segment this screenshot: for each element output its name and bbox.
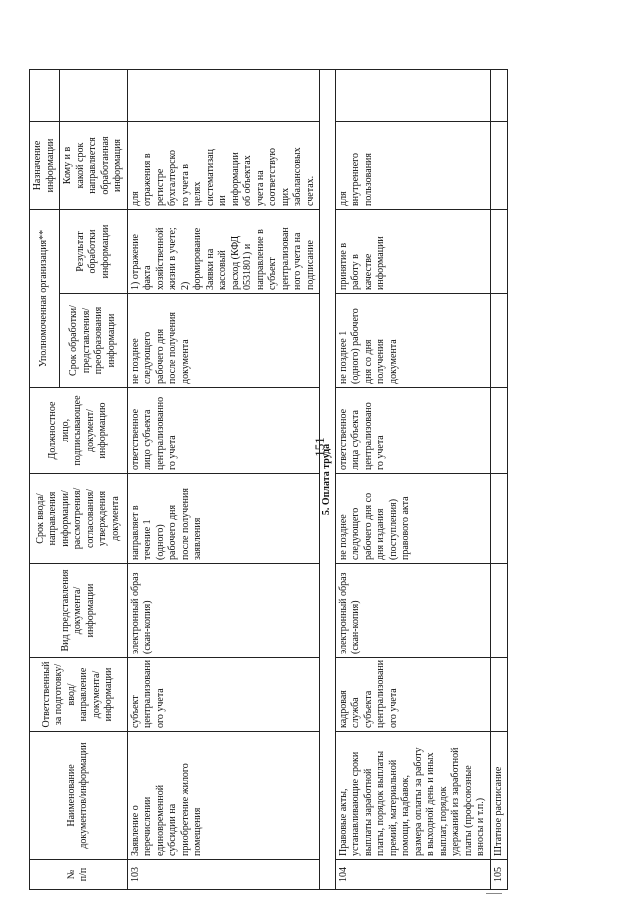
page-number: 151 xyxy=(312,437,327,457)
table-row xyxy=(490,69,508,889)
cell-deadline: направляет в течение 1 (одного) рабочего дня после получения заявления xyxy=(127,474,320,564)
header-name: Наименование документов/информации xyxy=(30,732,128,860)
cell-form: электронный образ (скан-копия) xyxy=(335,564,490,658)
cell-num: 104 xyxy=(335,860,490,890)
cell-responsible: кадровая служба субъекта централизовани ого учета xyxy=(335,658,490,732)
cell-auth-deadline: не позднее 1 (одного) рабочего дня со дня получения документа xyxy=(335,294,490,388)
cell-auth-deadline: не позднее следующего рабочего дня после получения документа xyxy=(127,294,320,388)
cell-empty xyxy=(127,69,320,121)
cell-num: 105 xyxy=(490,860,508,890)
header-deadline: Срок ввода/ направления информации/ рассмотрения/ согласования/ утверждения документа xyxy=(30,474,128,564)
cell-num: 103 xyxy=(127,860,320,890)
header-empty-sub xyxy=(60,69,128,121)
cell-form xyxy=(490,564,508,658)
header-empty xyxy=(30,69,60,121)
table-row xyxy=(335,69,490,889)
header-auth-deadline: Срок обработки/ представления/ преобразования информации xyxy=(60,294,128,388)
rotated-document xyxy=(29,70,504,890)
header-responsible: Ответственный за подготовку/ ввод/ направление документа/ информации xyxy=(30,658,128,732)
table-row xyxy=(127,69,320,889)
cell-official xyxy=(490,388,508,474)
header-purpose-sub: Кому и в какой срок направляется обработанная информация xyxy=(60,121,128,209)
cell-auth-result: принятие в работу в качестве информации xyxy=(335,209,490,293)
cell-name: Штатное расписание xyxy=(490,732,508,860)
cell-deadline xyxy=(490,474,508,564)
header-form: Вид представления документа/ информации xyxy=(30,564,128,658)
header-row xyxy=(30,69,60,889)
cell-name: Заявление о перечислении единовременной субсидии на приобретение жилого помещения xyxy=(127,732,320,860)
cell-purpose: для отражения в регистре бухгалтерско го учета в целях систематизац ии информации об объектах учета на соответствую щих забалансовых счетах. xyxy=(127,121,320,209)
header-official: Должностное лицо, подписывающее документ/ информацию xyxy=(30,388,128,474)
cell-official: ответственное лицо субъекта централизованно го учета xyxy=(127,388,320,474)
header-auth-result: Результат обработки информации xyxy=(60,209,128,293)
cell-purpose: для внутреннего пользования xyxy=(335,121,490,209)
section-title: 5. Оплата труда xyxy=(320,69,336,889)
header-purpose: Назначение информации xyxy=(30,121,60,209)
cell-form: электронный образ (скан-копия) xyxy=(127,564,320,658)
cell-purpose xyxy=(490,121,508,209)
cell-auth-result xyxy=(490,209,508,293)
document-table xyxy=(29,69,508,890)
header-authorized: Уполномоченная организация** xyxy=(30,209,60,387)
cell-empty xyxy=(490,69,508,121)
section-row xyxy=(320,69,336,889)
cell-official: ответственное лица субъекта централизовано го учета xyxy=(335,388,490,474)
cell-auth-result: 1) отражение факта хозяйственной жизни в учете; 2) формирование Заявки на кассовый расход (КФД 0531801) и направление в субъект централизован ного учета на подписание xyxy=(127,209,320,293)
cell-responsible: субъект централизовани ого учета xyxy=(127,658,320,732)
cell-responsible xyxy=(490,658,508,732)
cell-name: Правовые акты, устанавливающие сроки выплаты заработной платы, порядок выплаты премий, материальной помощи, надбавок, размера оплаты за работу в выходной день и иных выплат, порядок удержаний из заработной платы (профсоюзные взносы и т.п.) xyxy=(335,732,490,860)
cell-deadline: не позднее следующего рабочего дня со дня издания (поступления) правового акта xyxy=(335,474,490,564)
cell-auth-deadline xyxy=(490,294,508,388)
header-num: № п/п xyxy=(30,860,128,890)
cell-empty xyxy=(335,69,490,121)
scan-mark xyxy=(486,893,502,894)
